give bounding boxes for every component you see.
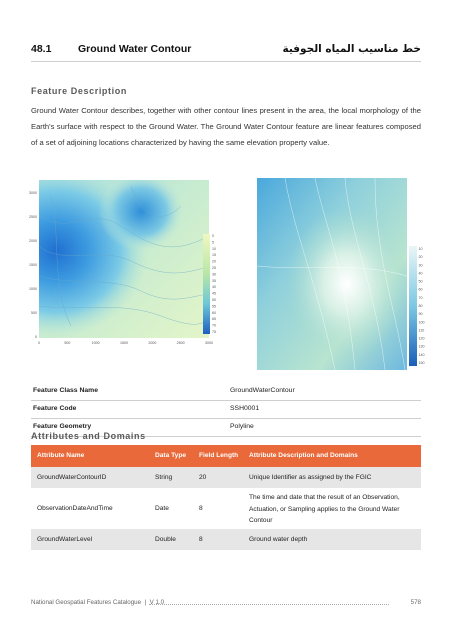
feature-info-key: Feature Code — [33, 405, 77, 412]
feature-info-value: SSH0001 — [230, 405, 260, 412]
attribute-description: The time and date that the result of an Observation, Actuation, or Sampling applies to the Ground Water Contour — [249, 494, 400, 524]
page-number: 578 — [410, 599, 421, 606]
legend-label: 30 — [418, 263, 423, 268]
feature-info-value: Polyline — [230, 423, 254, 430]
legend-label: 20 — [212, 259, 216, 264]
y-tick-label: 2500 — [29, 215, 37, 219]
feature-description-heading: Feature Description — [31, 86, 127, 96]
feature-info-row — [31, 383, 421, 401]
left-map-legend-bar — [203, 234, 210, 334]
field-length: 20 — [199, 474, 207, 481]
left-contour-map — [31, 176, 246, 376]
attributes-table-header — [31, 445, 421, 467]
x-tick-label: 2000 — [148, 341, 157, 345]
feature-info-row — [31, 401, 421, 419]
section-header — [31, 43, 421, 59]
footer-leader-dots — [149, 599, 389, 605]
attribute-description: Unique Identifier as assigned by the FGIC — [249, 474, 372, 481]
data-type: String — [155, 474, 173, 481]
y-tick-label: 3000 — [29, 191, 37, 195]
attribute-name: GroundWaterContourID — [37, 474, 107, 481]
legend-label: 20 — [418, 255, 423, 260]
data-type: Double — [155, 536, 176, 543]
feature-description-text: Ground Water Contour describes, together with other contour lines present in the area, the local morphology of the Earth's surface with respect to the Ground Water. The Ground Water Contour feature are linear features composed of a set of adjoining locations characterized by having the same elevation property value. — [31, 106, 421, 148]
legend-label: 25 — [212, 266, 216, 270]
legend-label: 60 — [212, 310, 216, 315]
catalogue-name: National Geospatial Features Catalogue — [31, 599, 142, 606]
legend-label: 100 — [418, 320, 425, 325]
x-tick-label: 3000 — [205, 341, 213, 345]
field-length: 8 — [199, 536, 203, 543]
section-title: Ground Water Contour — [78, 43, 192, 55]
data-type: Date — [155, 505, 169, 512]
legend-label: 110 — [418, 328, 425, 333]
legend-label: 30 — [212, 272, 216, 277]
legend-label: 120 — [418, 336, 425, 341]
legend-label: 55 — [212, 304, 216, 309]
feature-info-value: GroundWaterContour — [230, 387, 295, 394]
footer-label — [31, 599, 164, 606]
right-map-legend-bar — [409, 246, 417, 366]
legend-label: 70 — [212, 323, 216, 328]
y-tick-label: 1000 — [29, 287, 37, 291]
table-row — [31, 489, 421, 529]
y-tick-label: 2000 — [29, 239, 37, 243]
legend-label: 90 — [418, 312, 423, 317]
table-row — [31, 467, 421, 489]
x-tick-label: 0 — [38, 341, 40, 345]
legend-label: 15 — [212, 253, 216, 258]
column-header: Field Length — [199, 452, 239, 459]
section-number: 48.1 — [31, 43, 52, 55]
column-header: Attribute Name — [37, 452, 85, 459]
legend-label: 140 — [418, 352, 425, 357]
feature-info-key: Feature Geometry — [33, 423, 92, 430]
legend-label: 10 — [418, 247, 423, 251]
attributes-heading: Attributes and Domains — [31, 431, 146, 441]
x-tick-label: 1000 — [91, 341, 100, 345]
x-tick-label: 500 — [64, 341, 71, 345]
x-tick-label: 2500 — [176, 341, 185, 345]
legend-label: 130 — [418, 344, 425, 349]
legend-label: 5 — [212, 240, 214, 245]
attribute-name: GroundWaterLevel — [37, 536, 93, 543]
legend-label: 150 — [418, 361, 425, 365]
attribute-description: Ground water depth — [249, 536, 308, 543]
y-tick-label: 1500 — [29, 263, 37, 267]
legend-label: 45 — [212, 291, 216, 296]
right-contour-map — [255, 176, 423, 376]
x-tick-label: 1500 — [120, 341, 128, 345]
y-tick-label: 0 — [35, 335, 37, 339]
legend-label: 60 — [418, 287, 423, 292]
footer-separator: | — [144, 599, 147, 606]
legend-label: 70 — [418, 295, 423, 300]
legend-label: 65 — [212, 317, 216, 322]
header-divider — [31, 61, 421, 62]
legend-label: 10 — [212, 246, 216, 251]
column-header: Data Type — [155, 452, 187, 459]
legend-label: 75 — [212, 330, 216, 334]
legend-label: 50 — [418, 279, 423, 284]
column-header: Attribute Description and Domains — [249, 452, 358, 459]
section-title-arabic: خط مناسيب المياه الجوفية — [282, 43, 421, 55]
field-length: 8 — [199, 505, 203, 512]
attribute-name: ObservationDateAndTime — [37, 505, 113, 512]
legend-label: 35 — [212, 278, 216, 283]
legend-label: 50 — [212, 298, 216, 302]
legend-label: 80 — [418, 304, 423, 308]
legend-label: 40 — [418, 271, 423, 276]
legend-label: 0 — [212, 234, 214, 238]
version-label: V 1.0 — [149, 599, 165, 606]
attributes-table — [31, 445, 421, 551]
page-footer — [31, 599, 421, 611]
legend-label: 40 — [212, 285, 216, 290]
y-tick-label: 500 — [31, 311, 37, 315]
contour-figure — [29, 176, 425, 376]
feature-info-key: Feature Class Name — [33, 387, 98, 394]
table-row — [31, 529, 421, 551]
right-map-legend — [419, 247, 425, 365]
